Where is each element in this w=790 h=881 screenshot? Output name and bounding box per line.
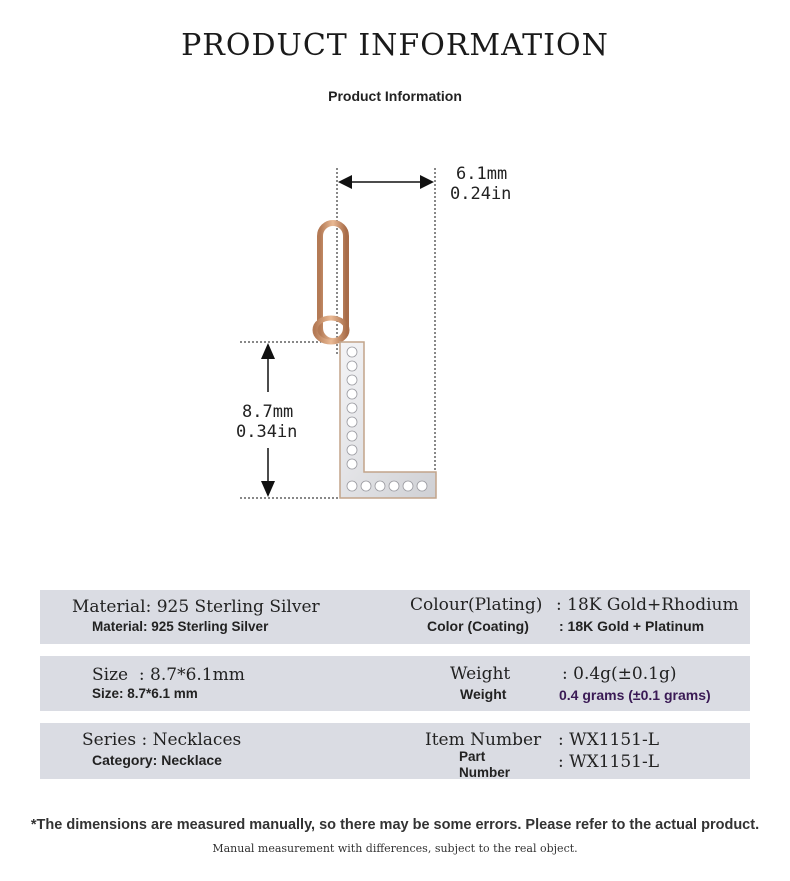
weight-label: Weight bbox=[450, 664, 511, 684]
part-number-label-line1: Part bbox=[459, 749, 486, 764]
height-in-label: 0.34in bbox=[236, 422, 298, 442]
weight-value-secondary: 0.4 grams (±0.1 grams) bbox=[559, 687, 711, 703]
part-number-label-line2: Number bbox=[459, 765, 511, 780]
disclaimer-note: *The dimensions are measured manually, so there may be some errors. Please refer to the actual product. bbox=[30, 817, 760, 833]
item-number-value: : WX1151-L bbox=[558, 730, 660, 750]
part-number-value: : WX1151-L bbox=[558, 752, 660, 772]
spec-row-material bbox=[40, 590, 750, 644]
size-secondary: Size: 8.7*6.1 mm bbox=[92, 686, 198, 701]
weight-value: : 0.4g(±0.1g) bbox=[562, 664, 677, 684]
size-primary: Size : 8.7*6.1mm bbox=[92, 665, 245, 685]
color-value: : 18K Gold + Platinum bbox=[559, 618, 705, 634]
weight-label-secondary: Weight bbox=[460, 686, 507, 702]
width-arrowhead-left bbox=[338, 175, 352, 189]
colour-value: : 18K Gold+Rhodium bbox=[556, 595, 739, 615]
colour-label: Colour(Plating) bbox=[410, 595, 543, 615]
spec-row-series bbox=[40, 723, 750, 779]
color-label: Color (Coating) bbox=[427, 618, 529, 634]
page-subtitle: Product Information bbox=[328, 88, 462, 104]
material-primary: Material: 925 Sterling Silver bbox=[72, 597, 320, 617]
spec-row-size bbox=[40, 656, 750, 711]
page-title: PRODUCT INFORMATION bbox=[181, 28, 609, 63]
width-arrowhead-right bbox=[420, 175, 434, 189]
category-secondary: Category: Necklace bbox=[92, 752, 222, 768]
pendant-illustration bbox=[0, 130, 790, 550]
disclaimer-note-secondary: Manual measurement with differences, subject to the real object. bbox=[212, 842, 578, 855]
height-arrowhead-top bbox=[261, 343, 275, 359]
width-in-label: 0.24in bbox=[450, 184, 512, 204]
product-diagram bbox=[0, 130, 790, 550]
series-primary: Series : Necklaces bbox=[82, 730, 242, 750]
material-secondary: Material: 925 Sterling Silver bbox=[92, 619, 269, 634]
item-number-label: Item Number bbox=[425, 730, 542, 750]
width-mm-label: 6.1mm bbox=[456, 164, 508, 184]
height-mm-label: 8.7mm bbox=[242, 402, 294, 422]
height-arrowhead-bottom bbox=[261, 481, 275, 497]
